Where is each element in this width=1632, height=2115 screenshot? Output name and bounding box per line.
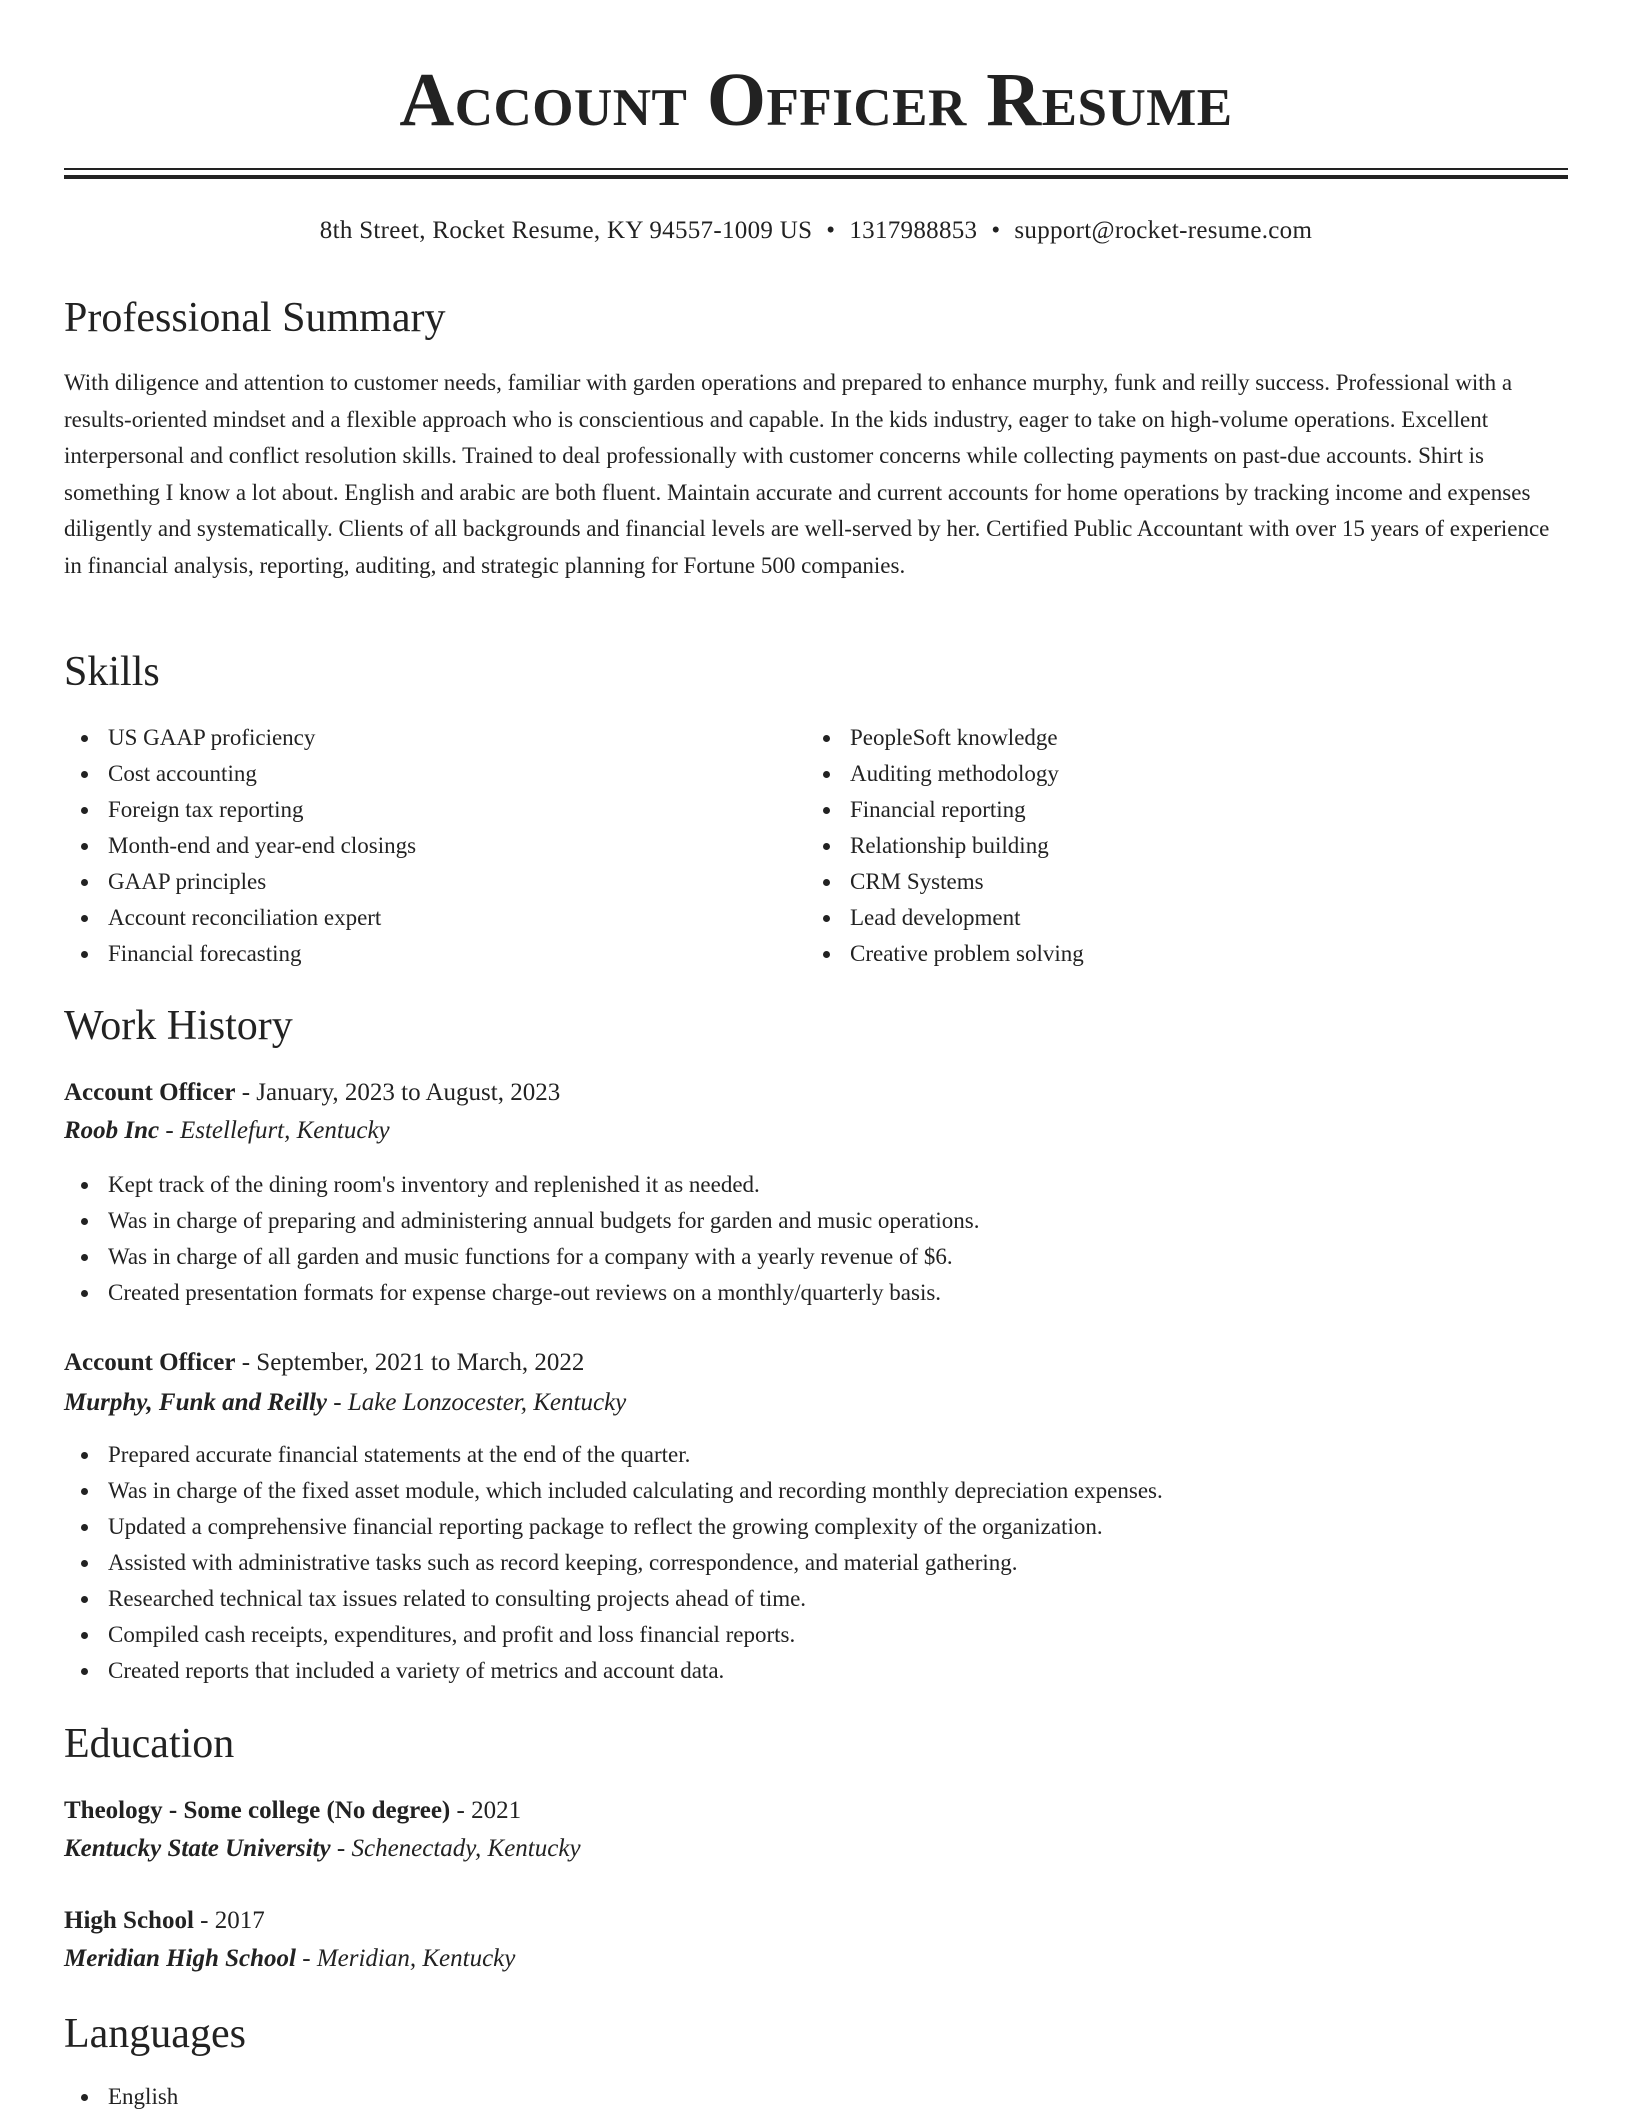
education-school-line: [64, 1941, 515, 1977]
job-dates: - January, 2023 to August, 2023: [235, 1079, 561, 1106]
list-item: Cost accounting: [64, 756, 416, 792]
section-heading-work-history: Work History: [64, 1003, 293, 1049]
resume-title: Account Officer Resume: [399, 58, 1233, 142]
education-year: - 2021: [450, 1797, 522, 1824]
list-item: Month-end and year-end closings: [64, 828, 416, 864]
section-heading-summary: Professional Summary: [64, 295, 446, 341]
list-item: Compiled cash receipts, expenditures, and profit and loss financial reports.: [64, 1617, 1568, 1653]
job-location: - Estellefurt, Kentucky: [159, 1117, 390, 1144]
job-company: Roob Inc: [64, 1117, 160, 1144]
education-school: Meridian High School: [64, 1945, 296, 1972]
job-title: Account Officer: [64, 1349, 236, 1376]
education-degree: High School: [64, 1907, 194, 1934]
section-heading-skills: Skills: [64, 649, 160, 695]
list-item: Creative problem solving: [806, 936, 1084, 972]
title-rule-thick: [64, 175, 1568, 179]
list-item: Foreign tax reporting: [64, 792, 416, 828]
list-item: Financial reporting: [806, 792, 1084, 828]
skills-list-right: [806, 720, 1084, 972]
list-item: Prepared accurate financial statements at the end of the quarter.: [64, 1437, 1568, 1473]
list-item: Updated a comprehensive financial reporting package to reflect the growing complexity of the organization.: [64, 1509, 1568, 1545]
list-item: Financial forecasting: [64, 936, 416, 972]
education-school-line: [64, 1831, 581, 1867]
list-item: Auditing methodology: [806, 756, 1084, 792]
list-item: Lead development: [806, 900, 1084, 936]
education-location: - Meridian, Kentucky: [296, 1945, 516, 1972]
section-heading-languages: Languages: [64, 2011, 246, 2057]
title-rule-thin: [64, 168, 1568, 170]
list-item: Assisted with administrative tasks such as record keeping, correspondence, and material gathering.: [64, 1545, 1568, 1581]
education-year: - 2017: [193, 1907, 265, 1934]
list-item: Was in charge of all garden and music functions for a company with a yearly revenue of $6.: [64, 1239, 1568, 1275]
contact-phone: 1317988853: [849, 217, 978, 244]
job-employer: [64, 1113, 390, 1149]
list-item: Account reconciliation expert: [64, 900, 416, 936]
contact-email: support@rocket-resume.com: [1014, 217, 1313, 244]
list-item: Was in charge of the fixed asset module, which included calculating and recording monthly depreciation expenses.: [64, 1473, 1568, 1509]
education-heading: [64, 1903, 265, 1939]
languages-list: [64, 2079, 1568, 2115]
job-company: Murphy, Funk and Reilly: [64, 1389, 328, 1416]
list-item: US GAAP proficiency: [64, 720, 416, 756]
contact-separator: •: [826, 217, 836, 244]
list-item: Was in charge of preparing and administering annual budgets for garden and music operations.: [64, 1203, 1568, 1239]
list-item: Created reports that included a variety of metrics and account data.: [64, 1653, 1568, 1689]
section-heading-education: Education: [64, 1721, 235, 1767]
job-title: Account Officer: [64, 1079, 236, 1106]
job-employer: [64, 1385, 626, 1421]
list-item: CRM Systems: [806, 864, 1084, 900]
job-heading: [64, 1075, 560, 1111]
list-item: GAAP principles: [64, 864, 416, 900]
list-item: Relationship building: [806, 828, 1084, 864]
list-item: PeopleSoft knowledge: [806, 720, 1084, 756]
list-item: Kept track of the dining room's inventory and replenished it as needed.: [64, 1167, 1568, 1203]
list-item: Created presentation formats for expense charge-out reviews on a monthly/quarterly basis.: [64, 1275, 1568, 1311]
job-duties-list: [64, 1437, 1568, 1689]
education-school: Kentucky State University: [64, 1835, 331, 1862]
list-item: English: [64, 2079, 1568, 2115]
contact-line: [64, 213, 1568, 249]
job-duties-list: [64, 1167, 1568, 1311]
list-item: Researched technical tax issues related to consulting projects ahead of time.: [64, 1581, 1568, 1617]
education-degree: Theology - Some college (No degree): [64, 1797, 451, 1824]
job-heading: [64, 1345, 584, 1381]
job-dates: - September, 2021 to March, 2022: [235, 1349, 585, 1376]
summary-text: With diligence and attention to customer needs, familiar with garden operations and prepared to enhance murphy, funk and reilly success. Professional with a results-oriented mindset and a flexible approach who is conscientious and capable. In the kids industry, eager to take on high-volume operations. Excellent interpersonal and conflict resolution skills. Trained to deal professionally with customer concerns while collecting payments on past-due accounts. Shirt is something I know a lot about. English and arabic are both fluent. Maintain accurate and current accounts for home operations by tracking income and expenses diligently and systematically. Clients of all backgrounds and financial levels are well-served by her. Certified Public Accountant with over 15 years of experience in financial analysis, reporting, auditing, and strategic planning for Fortune 500 companies.: [64, 370, 1550, 578]
contact-address: 8th Street, Rocket Resume, KY 94557-1009 US: [319, 217, 813, 244]
job-location: - Lake Lonzocester, Kentucky: [327, 1389, 627, 1416]
education-heading: [64, 1793, 521, 1829]
education-location: - Schenectady, Kentucky: [330, 1835, 581, 1862]
contact-separator: •: [991, 217, 1001, 244]
skills-list-left: [64, 720, 416, 972]
